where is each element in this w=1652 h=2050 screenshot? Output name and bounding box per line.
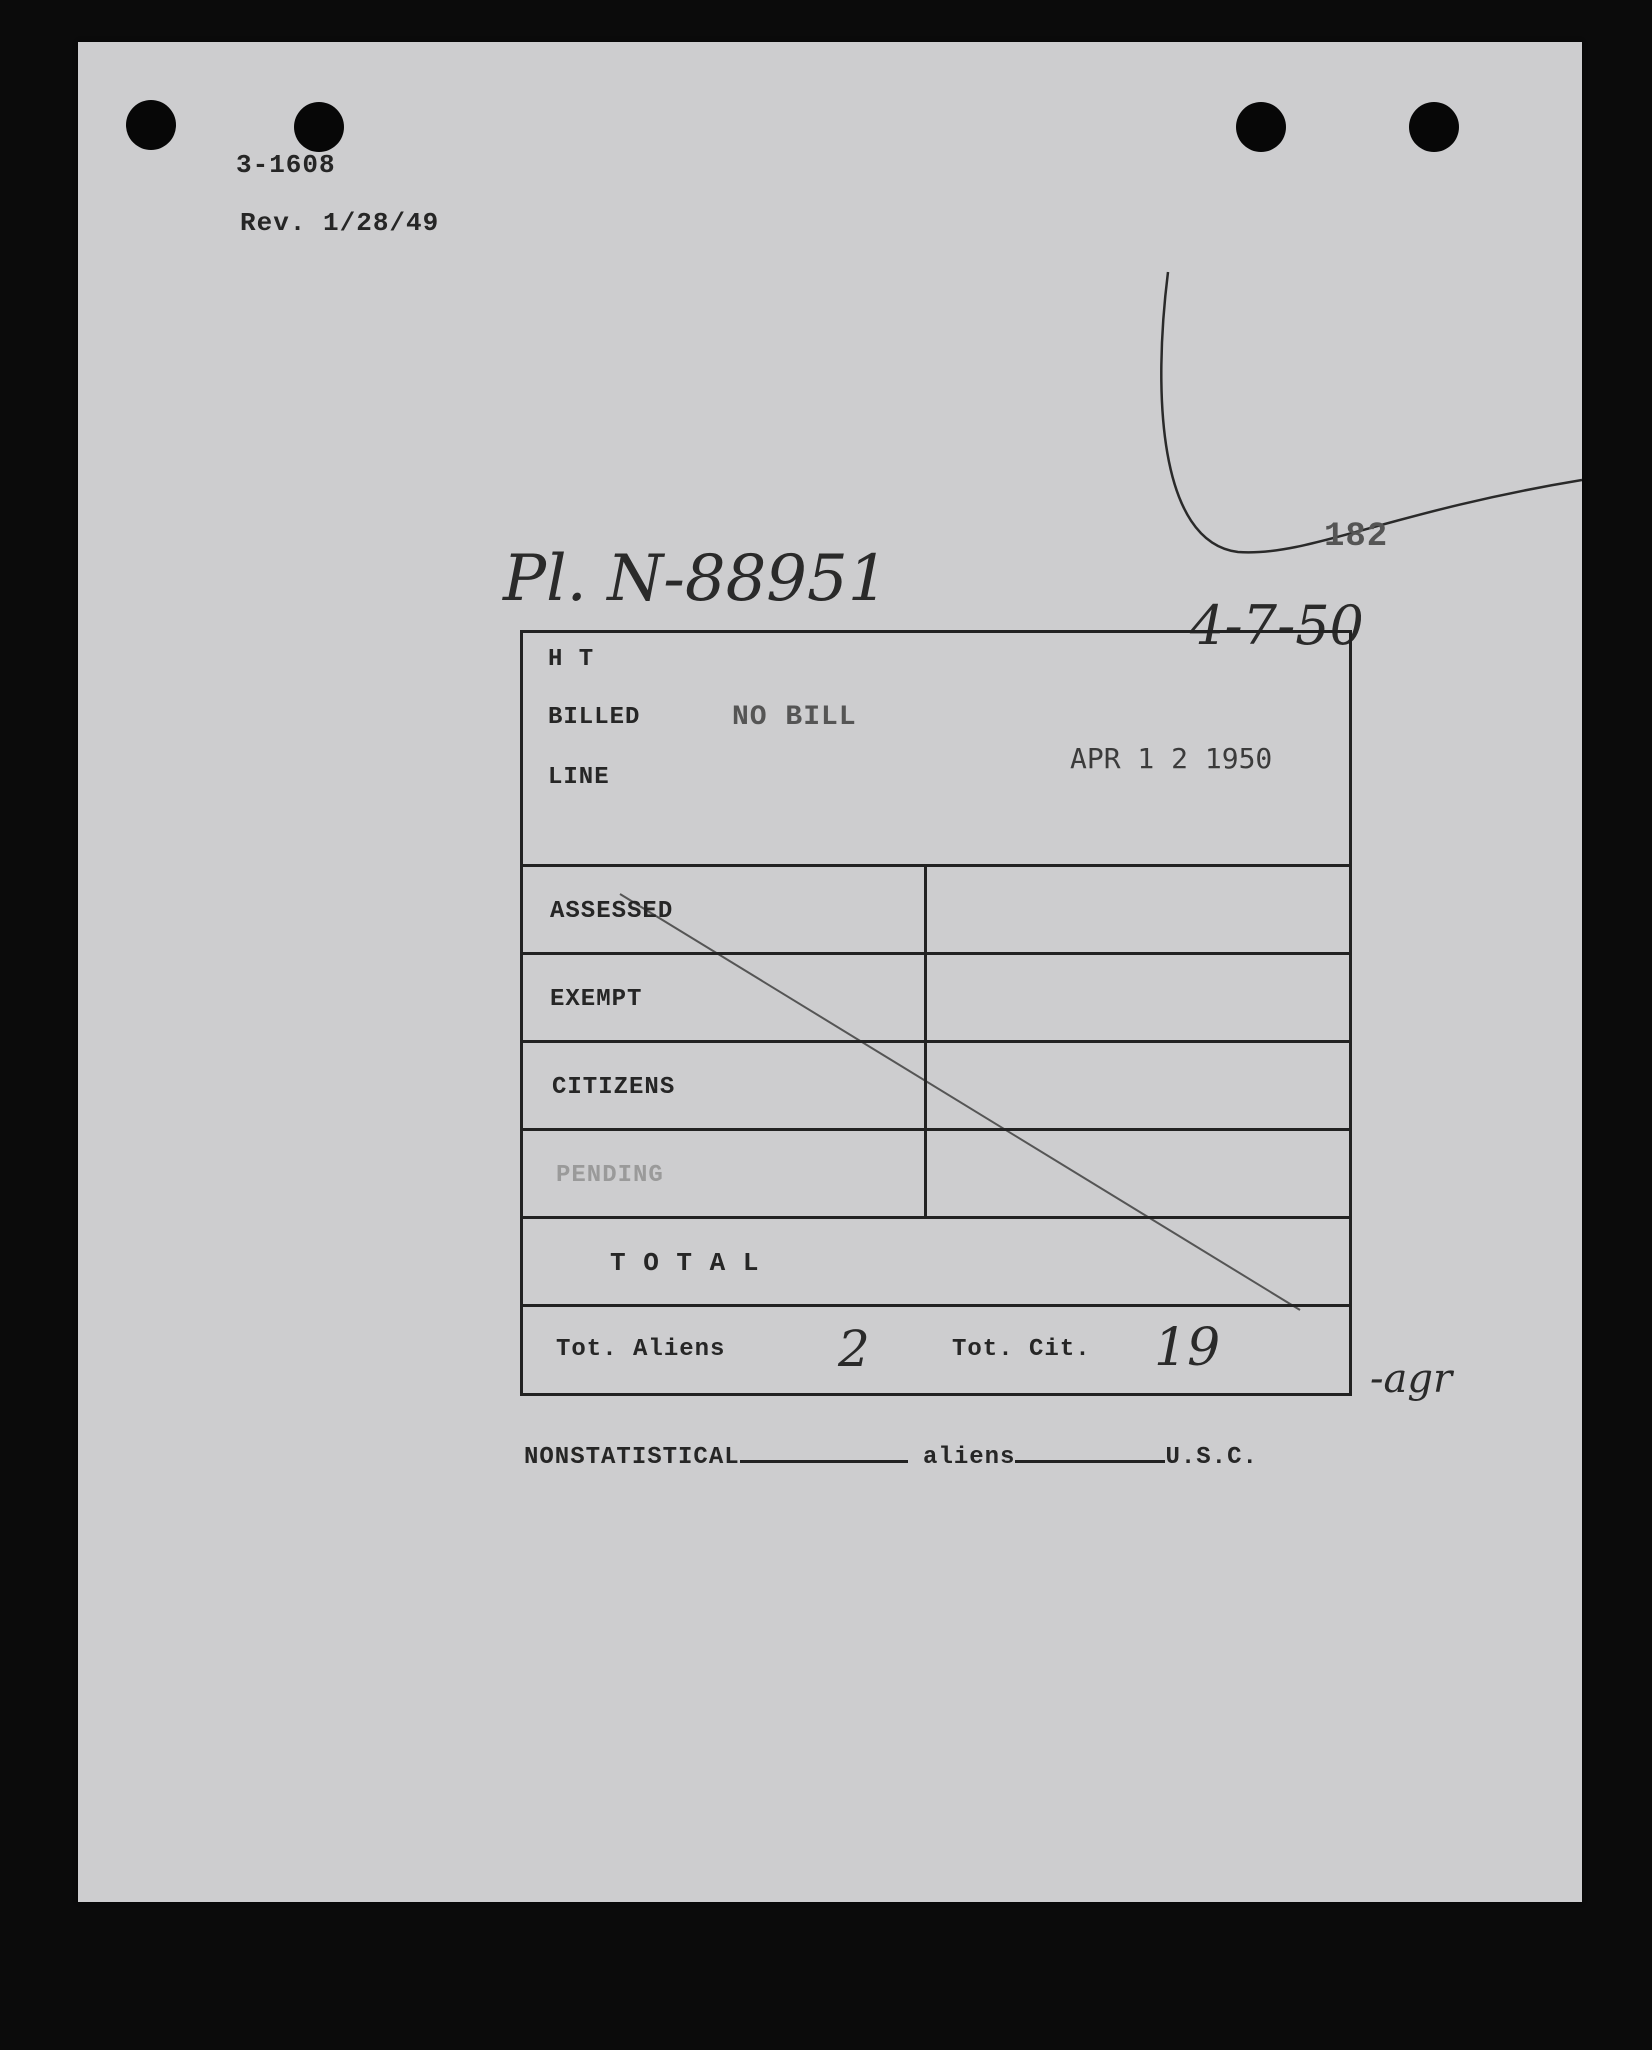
form-number: 3-1608: [236, 150, 336, 180]
grid-column-divider: [924, 864, 927, 1216]
aliens-label: aliens: [923, 1444, 1016, 1471]
line-label: LINE: [548, 764, 610, 791]
nonstatistical-line: [524, 1436, 1258, 1471]
nonstatistical-label: NONSTATISTICAL: [524, 1444, 740, 1471]
grid-rule-5: [520, 1216, 1352, 1219]
row-label-citizens: CITIZENS: [552, 1074, 676, 1101]
document-page: [78, 42, 1582, 1902]
handwritten-date: 4-7-50: [1190, 594, 1364, 657]
billed-label: BILLED: [548, 704, 641, 731]
ht-label: H T: [548, 646, 595, 673]
row-label-pending: PENDING: [556, 1162, 664, 1189]
received-date-stamp: APR 1 2 1950: [1070, 742, 1273, 775]
usc-blank: [1015, 1436, 1165, 1463]
row-label-exempt: EXEMPT: [550, 986, 643, 1013]
total-citizens-value: 19: [1154, 1318, 1221, 1378]
nonstatistical-aliens-blank: [740, 1436, 908, 1463]
folio-number: 182: [1324, 518, 1389, 556]
row-label-assessed: ASSESSED: [550, 898, 674, 925]
grid-rule-2: [520, 952, 1352, 955]
reviewer-initials: -agr: [1370, 1356, 1453, 1402]
total-aliens-value: 2: [838, 1320, 870, 1378]
no-bill-stamp: NO BILL: [732, 702, 857, 733]
grid-rule-3: [520, 1040, 1352, 1043]
revision-date: Rev. 1/28/49: [240, 208, 440, 238]
usc-label: U.S.C.: [1165, 1444, 1258, 1471]
grid-rule-4: [520, 1128, 1352, 1131]
total-aliens-label: Tot. Aliens: [556, 1336, 726, 1363]
grid-rule-6: [520, 1304, 1352, 1307]
grid-rule-1: [520, 864, 1352, 867]
total-citizens-label: Tot. Cit.: [952, 1336, 1091, 1363]
total-label: T O T A L: [610, 1248, 760, 1278]
file-reference: Pl. N-88951: [503, 542, 889, 616]
